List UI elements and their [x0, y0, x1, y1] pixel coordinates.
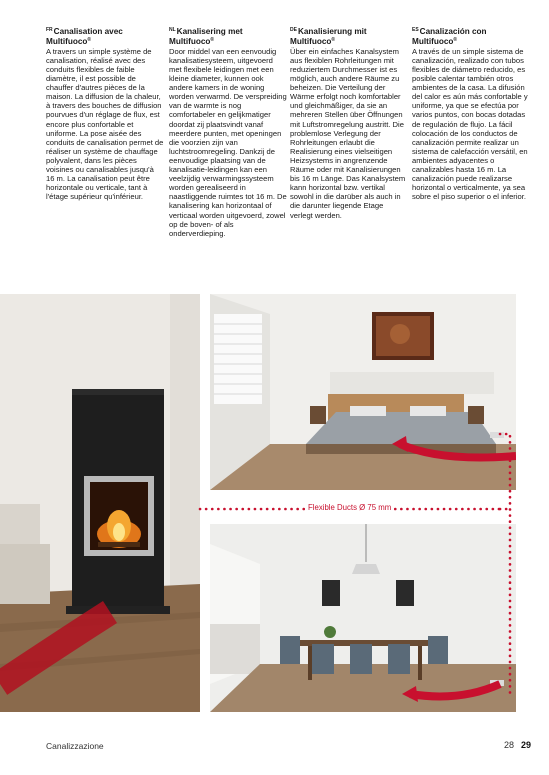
column-title: $^{ES}$Canalización con Multifuoco® [412, 27, 487, 47]
page-number-left: 28 [503, 740, 514, 750]
column-body: Door middel van een eenvoudig kanalisatiesysteem, uitgevoerd met flexibele leidingen met een kleine diameter, kunnen ook andere kamers in de woning worden verwarmd. De verspreiding van de warmte is nog comfortabeler en gelijkmatiger doordat zij plaatsvindt vanaf meerdere punten, met openingen die voorzien zijn van luchtstroomregeling. Dankzij de eenvoudige plaatsing van de kanalisatie-leidingen kan een veelzijdig verwarmingssysteem worden gerealiseerd in naastliggende ruimtes tot 16 m. De kanalisering kan horizontaal of verticaal worden uitgevoerd, zowel op de boven- of als onderverdieping. [169, 46, 287, 238]
column-es [412, 26, 530, 201]
photo-composition [0, 294, 549, 712]
column-title: $^{FR}$Canalisation avec Multifuoco® [46, 27, 123, 47]
column-nl [169, 26, 287, 238]
column-de [290, 26, 408, 220]
column-title: $^{DE}$Kanalisierung mit Multifuoco® [290, 27, 367, 47]
text-columns [46, 26, 532, 294]
column-body: A través de un simple sistema de canalización, realizado con tubos flexibles de diámetro reducido, es posible calentar también otros ambientes de la casa. La difusión del calor es aún más confortable y uniforme, ya que se efectúa por varios puntos, con bocas dotadas de regulación de flujo. La fácil colocación de los conductos de canalización permite realizar un sistema de calefacción versátil, en ambientes adyacentes o canalizables hasta 16 m. La canalización puede realizarse horizontal o verticalmente, ya sea sobre el piso superior o el inferior. [412, 46, 528, 202]
column-fr [46, 26, 164, 201]
column-title: $^{NL}$Kanalisering met Multifuoco® [169, 27, 243, 47]
page-number-right: 29 [520, 740, 531, 750]
ducts-dotted-line [0, 294, 549, 712]
ducts-label: Flexible Ducts Ø 75 mm [305, 503, 394, 512]
column-body: Über ein einfaches Kanalsystem aus flexiblen Rohrleitungen mit reduziertem Durchmesser ist es möglich, auch andere Räume zu beheizen. Die Verteilung der Wärme erfolgt noch komfortabler und gleichmäßiger, da sie an mehreren Stellen über Öffnungen mit Luftstromregelung austritt. Die problemlose Verlegung der Rohrleitungen erlaubt die Realisierung eines vielseitigen Heizsystems in angrenzende Räume oder mit Kanalisierungen bis 16 m Länge. Das Kanalsystem kann horizontal bzw. vertikal sowohl in die darüber als auch in die darunter liegende Etage verlegt werden. [290, 46, 406, 220]
footer-section-title: Canalizzazione [46, 741, 104, 751]
footer-page-numbers [504, 740, 531, 750]
column-body: A travers un simple système de canalisation, réalisé avec des conduits flexibles de faible diamètre, il est possible de chauffer d'autres pièces de la maison. La diffusion de la chaleur, à travers des bouches de diffusion pourvues d'un réglage de flux, est encore plus confortable et uniforme. La pose aisée des conduits de canalisation permet de réaliser un système de chauffage polyvalent, dans les pièces voisines ou canalisables jusqu'à 16 m. La canalisation peut être horizontale ou verticale, tant à l'étage supérieur qu'inférieur. [46, 46, 164, 202]
